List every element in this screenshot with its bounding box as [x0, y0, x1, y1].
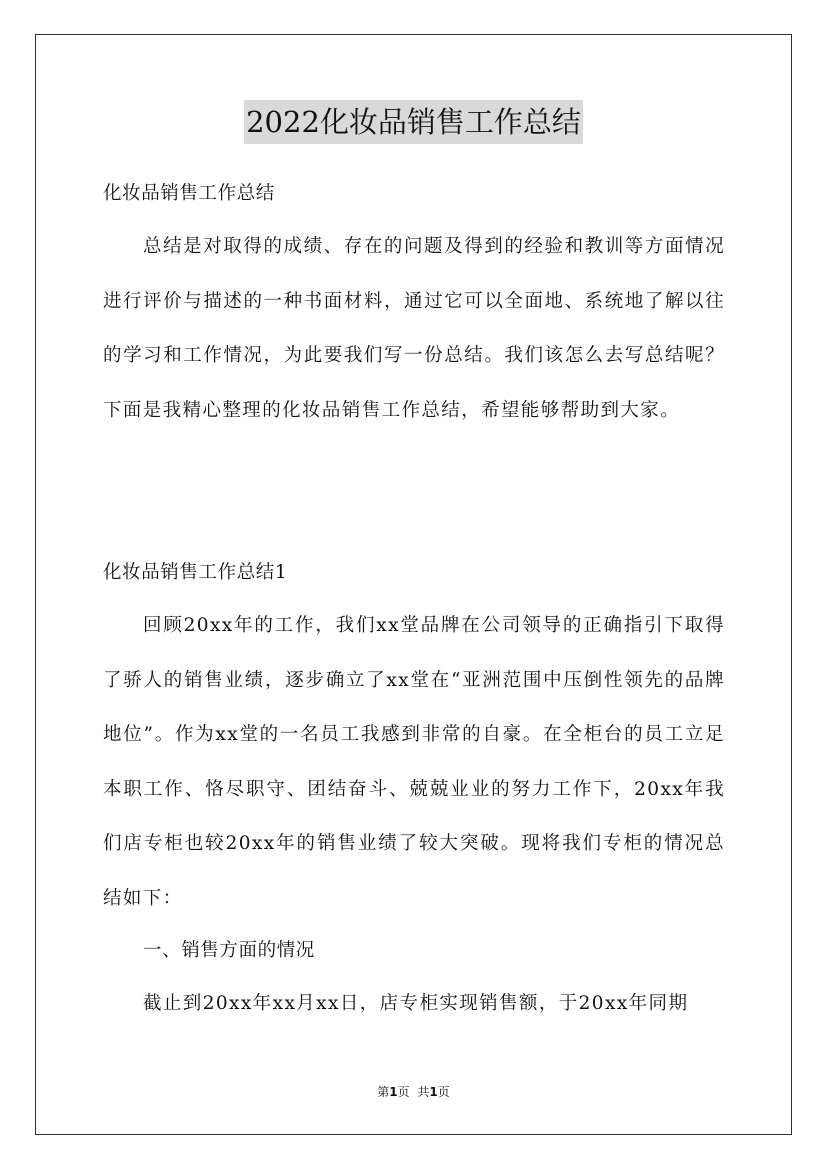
footer-total-pages: 1: [429, 1085, 438, 1099]
section-1-paragraph: 回顾20xx年的工作，我们xx堂品牌在公司领导的正确指引下取得了骄人的销售业绩，逐步确立了xx堂在“亚洲范围中压倒性领先的品牌地位”。作为xx堂的一名员工我感到非常的自豪。在全柜台的员工立足本职工作、恪尽职守、团结奋斗、兢兢业业的努力工作下，20xx年我们店专柜也较20xx年的销售业绩了较大突破。现将我们专柜的情况总结如下：: [103, 615, 725, 909]
document-title: [0, 100, 827, 144]
section-1-heading: 化妆品销售工作总结1: [103, 562, 288, 583]
page-footer: [0, 1083, 827, 1100]
footer-page-prefix: 第: [377, 1085, 390, 1099]
document-title-text: 2022化妆品销售工作总结: [244, 100, 583, 144]
document-subtitle: 化妆品销售工作总结: [103, 183, 275, 204]
footer-page-suffix: 页: [397, 1085, 410, 1099]
subsection-heading: 一、销售方面的情况: [143, 940, 315, 961]
footer-total-suffix: 页: [437, 1085, 450, 1099]
subsection-paragraph: 截止到20xx年xx月xx日，店专柜实现销售额，于20xx年同期: [143, 993, 689, 1014]
intro-paragraph: 总结是对取得的成绩、存在的问题及得到的经验和教训等方面情况进行评价与描述的一种书面材料，通过它可以全面地、系统地了解以往的学习和工作情况，为此要我们写一份总结。我们该怎么去写总结呢？下面是我精心整理的化妆品销售工作总结，希望能够帮助到大家。: [103, 236, 725, 421]
footer-page-number: 1: [389, 1085, 398, 1099]
footer-total-prefix: 共: [417, 1085, 430, 1099]
